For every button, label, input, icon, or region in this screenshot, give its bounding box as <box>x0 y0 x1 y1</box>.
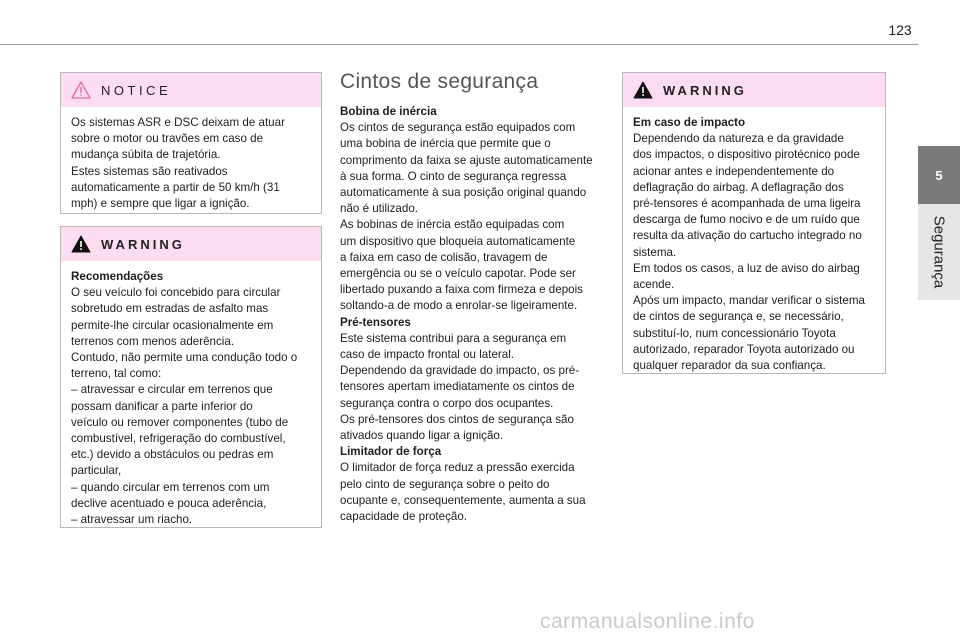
paragraph-line: segurança contra o corpo dos ocupantes. <box>340 396 554 410</box>
seatbelt-section <box>340 70 608 525</box>
paragraph-line: As bobinas de inércia estão equipadas com <box>340 218 565 232</box>
warning-line: descarga de fumo nocivo e de um ruído que <box>633 213 860 227</box>
warning-header <box>623 73 885 107</box>
warning-line: – atravessar um riacho. <box>71 513 193 527</box>
warning-box-recommendations <box>60 226 322 528</box>
warning-line: terrenos com menos aderência. <box>71 334 235 348</box>
notice-line: Estes sistemas são reativados <box>71 164 228 178</box>
warning-line: possam danificar a parte inferior do <box>71 399 253 413</box>
paragraph-line: Os pré-tensores dos cintos de segurança são <box>340 412 574 426</box>
paragraph-line: tensores apertam imediatamente os cintos de <box>340 380 575 394</box>
warning-line: veículo ou remover componentes (tubo de <box>71 415 289 429</box>
warning-line: – quando circular em terrenos com um <box>71 480 270 494</box>
paragraph-line: ativados quando ligar a ignição. <box>340 429 504 443</box>
warning-line: dos impactos, o dispositivo pirotécnico pode <box>633 148 860 162</box>
paragraph-line: à sua forma. O cinto de segurança regressa <box>340 169 567 183</box>
warning-title: WARNING <box>101 236 185 252</box>
subsection-heading: Pré-tensores <box>340 315 411 329</box>
section-title: Cintos de segurança <box>340 70 539 93</box>
paragraph-line: pelo cinto de segurança sobre o peito do <box>340 477 550 491</box>
paragraph-line: uma bobina de inércia que permite que o <box>340 137 551 151</box>
paragraph-line: ocupante e, consequentemente, aumenta a sua <box>340 493 586 507</box>
warning-line: resulta da ativação do cartucho integrado no <box>633 229 862 243</box>
warning-line: – atravessar e circular em terrenos que <box>71 383 273 397</box>
warning-line: Após um impacto, mandar verificar o sistema <box>633 294 865 308</box>
paragraph-line: Os cintos de segurança estão equipados com <box>340 121 576 135</box>
chapter-tab[interactable]: 5 <box>918 146 960 204</box>
paragraph-line: soltando-a de modo a enrolar-se ligeiramente. <box>340 299 578 313</box>
warning-line: deflagração do airbag. A deflagração dos <box>633 180 844 194</box>
page-number: 123 <box>888 22 912 38</box>
warning-header <box>61 227 321 261</box>
warning-line: Em todos os casos, a luz de aviso do airbag <box>633 261 860 275</box>
notice-body <box>61 107 321 220</box>
section-text <box>340 104 608 525</box>
chapter-label <box>918 204 960 300</box>
warning-line: Contudo, não permite uma condução todo o <box>71 351 298 365</box>
notice-line: mph) e sempre que ligar a ignição. <box>71 197 250 211</box>
notice-line: automaticamente a partir de 50 km/h (31 <box>71 180 280 194</box>
paragraph-line: libertado puxando a faixa com firmeza e depois <box>340 283 583 297</box>
notice-line: sobre o motor ou travões em caso de <box>71 132 264 146</box>
notice-header <box>61 73 321 107</box>
paragraph-line: um dispositivo que bloqueia automaticamente <box>340 234 576 248</box>
warning-line: permite-lhe circular ocasionalmente em <box>71 318 274 332</box>
warning-line: acende. <box>633 278 675 292</box>
warning-title: WARNING <box>663 82 747 98</box>
caution-triangle-icon <box>71 81 91 99</box>
notice-title: NOTICE <box>101 82 172 98</box>
warning-heading: Em caso de impacto <box>633 116 746 129</box>
subsection-heading: Limitador de força <box>340 445 442 459</box>
warning-heading: Recomendações <box>71 270 164 283</box>
notice-line: Os sistemas ASR e DSC deixam de atuar <box>71 116 285 129</box>
subsection-heading: Bobina de inércia <box>340 105 437 118</box>
watermark: carmanualsonline.info <box>540 610 755 633</box>
chapter-title: Segurança <box>930 215 948 289</box>
warning-line: autorizado, reparador Toyota autorizado ou <box>633 342 855 356</box>
warning-line: combustível, refrigeração do combustível, <box>71 432 286 446</box>
notice-box <box>60 72 322 214</box>
warning-box-impact <box>622 72 886 374</box>
warning-line: etc.) devido a obstáculos ou pedras em <box>71 448 274 462</box>
warning-triangle-icon <box>633 81 653 99</box>
warning-line: declive acentuado e pouca aderência, <box>71 496 267 510</box>
paragraph-line: caso de impacto frontal ou lateral. <box>340 348 515 362</box>
warning-line: qualquer reparador da sua confiança. <box>633 359 826 373</box>
paragraph-line: O limitador de força reduz a pressão exercida <box>340 461 575 475</box>
warning-line: pré-tensores é acompanhada de uma ligeira <box>633 197 861 211</box>
warning-line: de cintos de segurança e, se necessário, <box>633 310 844 324</box>
warning-line: O seu veículo foi concebido para circular <box>71 286 281 300</box>
paragraph-line: Este sistema contribui para a segurança em <box>340 331 567 345</box>
warning-body <box>623 107 885 382</box>
top-rule <box>0 44 918 45</box>
warning-line: sobretudo em estradas de asfalto mas <box>71 302 269 316</box>
warning-triangle-icon <box>71 235 91 253</box>
warning-line: Dependendo da natureza e da gravidade <box>633 132 844 146</box>
notice-line: mudança súbita de trajetória. <box>71 148 221 162</box>
paragraph-line: a faixa em caso de colisão, travagem de <box>340 250 548 264</box>
warning-line: terreno, tal como: <box>71 367 162 381</box>
paragraph-line: capacidade de proteção. <box>340 510 467 524</box>
paragraph-line: Dependendo da gravidade do impacto, os pré- <box>340 364 580 378</box>
warning-line: sistema. <box>633 245 677 259</box>
warning-line: particular, <box>71 464 122 478</box>
paragraph-line: emergência ou se o veículo capotar. Pode ser <box>340 267 576 281</box>
warning-line: acionar antes e independentemente do <box>633 164 835 178</box>
paragraph-line: não é utilizado. <box>340 202 418 216</box>
warning-body <box>61 261 321 536</box>
paragraph-line: comprimento da faixa se ajuste automaticamente <box>340 153 593 167</box>
paragraph-line: automaticamente à sua posição original quando <box>340 186 587 200</box>
warning-line: substituí-lo, num concessionário Toyota <box>633 326 836 340</box>
